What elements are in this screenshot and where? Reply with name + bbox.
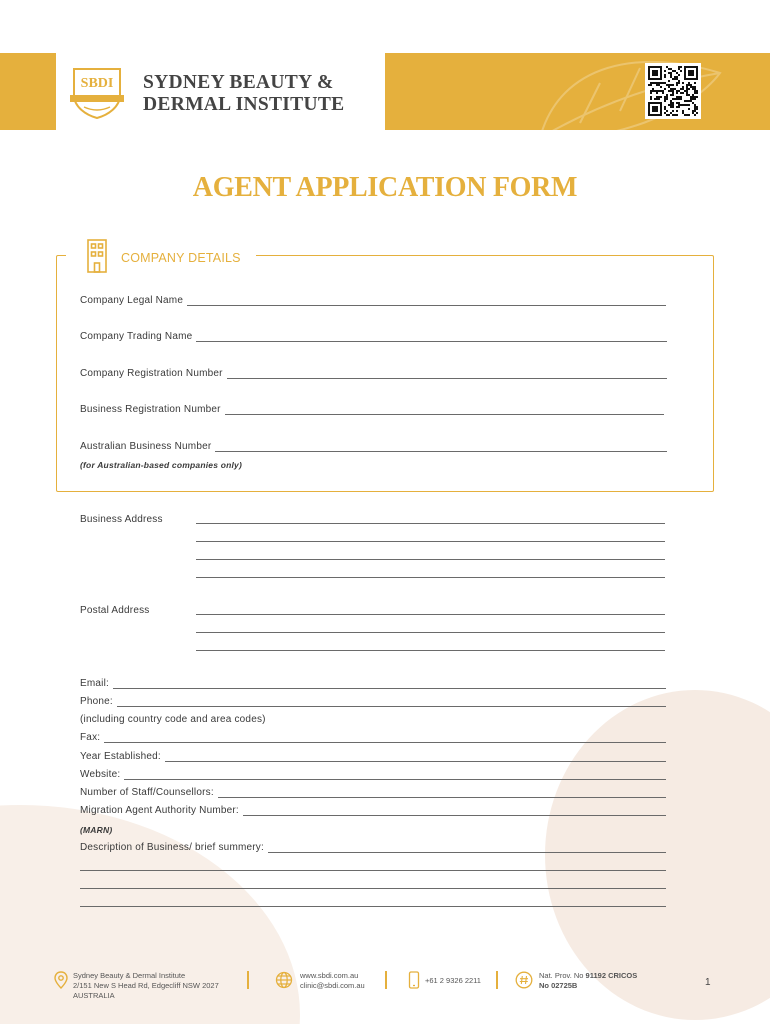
footer-address: [73, 971, 219, 1001]
footer-address-line-2: 2/151 New S Head Rd, Edgecliff NSW 2027: [73, 981, 219, 990]
header-band-right: [385, 53, 770, 130]
input-line[interactable]: [225, 406, 664, 415]
field-website[interactable]: [80, 769, 666, 780]
field-label: Australian Business Number: [80, 441, 212, 452]
qr-code: [645, 63, 701, 119]
input-line[interactable]: [196, 333, 667, 342]
business-address-line-1[interactable]: [196, 523, 665, 524]
footer-address-line-1: Sydney Beauty & Dermal Institute: [73, 971, 186, 980]
footer-web: [300, 971, 365, 991]
field-fax[interactable]: [80, 732, 666, 743]
description-line-2[interactable]: [80, 870, 666, 871]
footer-email-link[interactable]: clinic@sbdi.com.au: [300, 981, 365, 990]
section-label-company-details: COMPANY DETAILS: [121, 251, 245, 265]
location-pin-icon: [52, 971, 70, 989]
field-company-trading-name[interactable]: [80, 331, 667, 342]
field-label: Company Trading Name: [80, 331, 193, 342]
field-company-legal-name[interactable]: [80, 295, 666, 306]
footer-separator: [496, 971, 498, 989]
input-line[interactable]: [187, 297, 666, 306]
field-year-established[interactable]: [80, 751, 666, 762]
page-title: AGENT APPLICATION FORM: [192, 172, 578, 203]
description-line-4[interactable]: [80, 906, 666, 907]
footer-website-link[interactable]: www.sbdi.com.au: [300, 971, 359, 980]
building-icon: [82, 238, 112, 274]
footer-separator: [247, 971, 249, 989]
logo-text: SBDI: [80, 76, 114, 91]
field-migration-agent-number[interactable]: [80, 805, 666, 816]
input-line[interactable]: [243, 807, 666, 816]
field-phone[interactable]: [80, 696, 666, 707]
postal-address-label: Postal Address: [80, 605, 150, 616]
input-line[interactable]: [117, 698, 666, 707]
input-line[interactable]: [124, 771, 666, 780]
field-label: Fax:: [80, 732, 101, 743]
leaf-decoration-icon: [520, 53, 750, 130]
globe-icon: [275, 971, 293, 989]
footer-separator: [385, 971, 387, 989]
abn-note: (for Australian-based companies only): [80, 460, 243, 470]
field-label: Business Registration Number: [80, 404, 221, 415]
hashtag-icon: [515, 971, 533, 989]
field-email[interactable]: [80, 678, 666, 689]
postal-address-line-1[interactable]: [196, 614, 665, 615]
footer-address-line-3: AUSTRALIA: [73, 991, 115, 1000]
input-line[interactable]: [218, 789, 666, 798]
brand-name: [143, 72, 344, 116]
header-band-left: [0, 53, 56, 130]
input-line[interactable]: [104, 734, 666, 743]
field-number-of-staff[interactable]: [80, 787, 666, 798]
marn-note: (MARN): [80, 825, 113, 835]
postal-address-line-2[interactable]: [196, 632, 665, 633]
field-label: Year Established:: [80, 751, 161, 762]
footer-provider-line-1: [539, 971, 637, 981]
field-label: Company Registration Number: [80, 368, 223, 379]
business-address-line-2[interactable]: [196, 541, 665, 542]
page-number: 1: [705, 977, 711, 988]
field-label: Description of Business/ brief summery:: [80, 842, 264, 853]
provider-prefix: Nat. Prov. No: [539, 971, 586, 980]
field-australian-business-number[interactable]: [80, 441, 667, 452]
sbdi-logo: [68, 65, 126, 119]
footer-provider-line-2: No 02725B: [539, 981, 578, 990]
field-label: Number of Staff/Counsellors:: [80, 787, 214, 798]
phone-note: (including country code and area codes): [80, 714, 266, 725]
footer-phone[interactable]: +61 2 9326 2211: [425, 976, 481, 985]
input-line[interactable]: [113, 680, 666, 689]
brand-line-2: DERMAL INSTITUTE: [143, 94, 345, 115]
field-label: Company Legal Name: [80, 295, 184, 306]
provider-number: 91192 CRICOS: [585, 971, 638, 980]
input-line[interactable]: [165, 753, 666, 762]
business-address-line-4[interactable]: [196, 577, 665, 578]
field-label: Email:: [80, 678, 109, 689]
description-line-3[interactable]: [80, 888, 666, 889]
input-line[interactable]: [268, 844, 666, 853]
phone-icon: [405, 971, 423, 989]
footer: [0, 965, 770, 1005]
footer-provider: [539, 971, 637, 991]
business-address-line-3[interactable]: [196, 559, 665, 560]
postal-address-line-3[interactable]: [196, 650, 665, 651]
input-line[interactable]: [215, 443, 667, 452]
business-address-label: Business Address: [80, 514, 163, 525]
field-label: Migration Agent Authority Number:: [80, 805, 239, 816]
field-business-registration-number[interactable]: [80, 404, 664, 415]
input-line[interactable]: [227, 370, 667, 379]
field-company-registration-number[interactable]: [80, 368, 667, 379]
field-label: Website:: [80, 769, 121, 780]
brand-line-1: SYDNEY BEAUTY &: [143, 72, 334, 93]
field-business-description[interactable]: [80, 842, 666, 853]
field-label: Phone:: [80, 696, 113, 707]
